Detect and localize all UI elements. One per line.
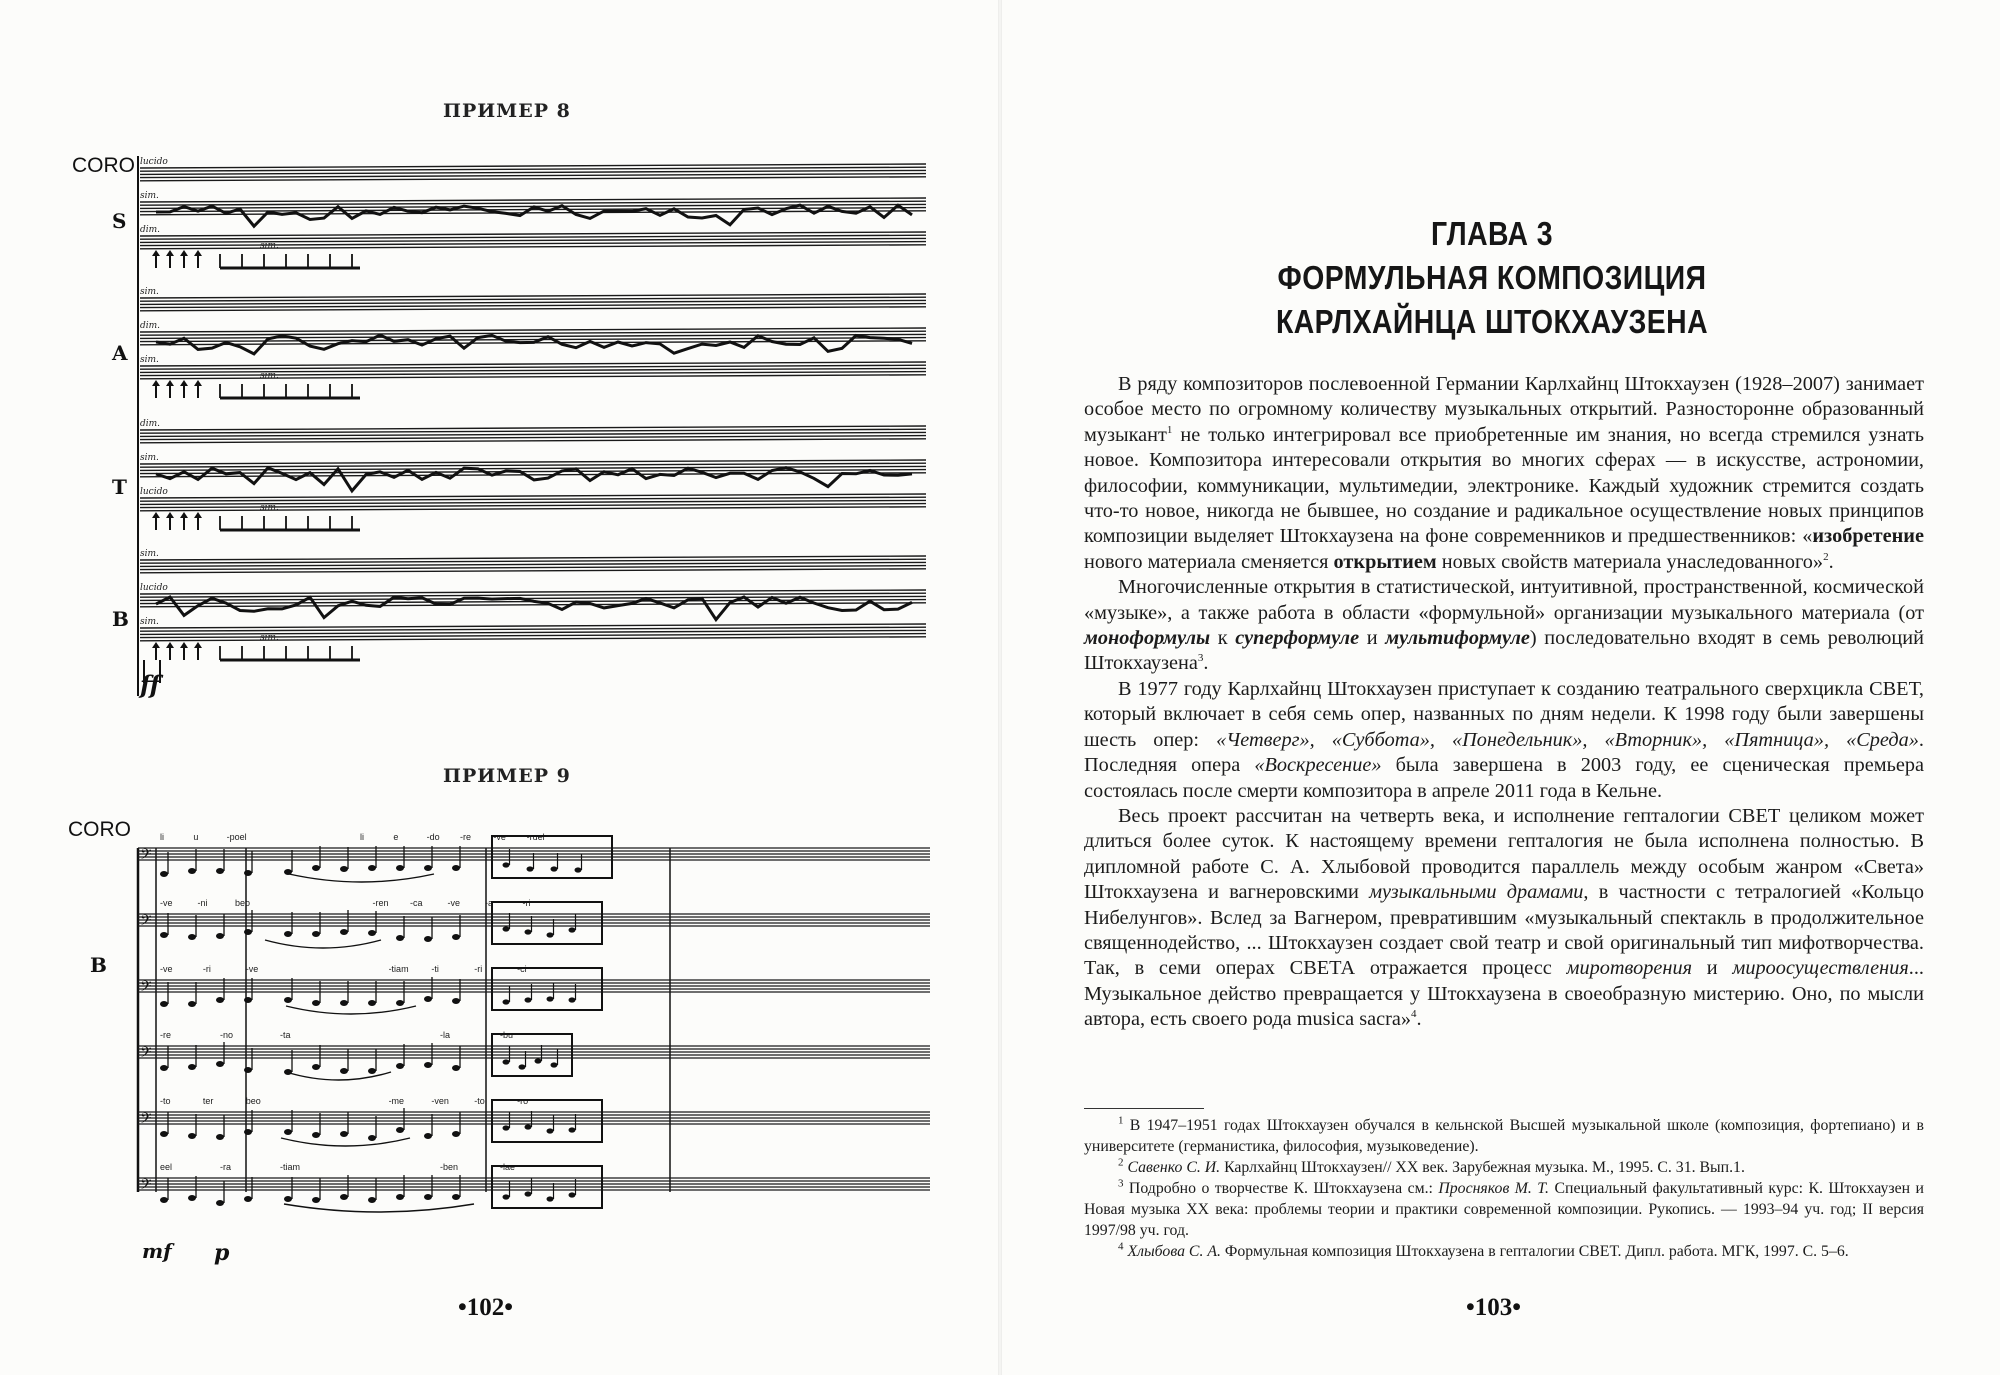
text-run: новых свойств материала унаследованного» xyxy=(1436,550,1824,573)
lyric-syllable: -ve xyxy=(493,832,506,842)
text-run: . Последняя опера xyxy=(1084,728,1924,777)
tempo-mark: dim. xyxy=(140,225,161,235)
lyric-syllable: -to xyxy=(160,1096,171,1106)
italic-term: мироосуществления xyxy=(1732,957,1909,980)
note-head xyxy=(525,1191,532,1196)
note-head xyxy=(216,933,224,939)
note-head xyxy=(452,934,460,940)
chapter-title-line-2: КАРЛХАЙНЦА ШТОКХАУЗЕНА xyxy=(1275,303,1708,340)
attack-arrow xyxy=(194,512,202,518)
note-head xyxy=(340,929,348,935)
chapter-body-text xyxy=(1084,372,1924,1033)
italic-term: миротворения xyxy=(1566,957,1693,980)
note-head xyxy=(396,865,404,871)
lyric-syllable: -ve xyxy=(160,964,173,974)
note-head xyxy=(160,1065,168,1071)
footnote-text: Карлхайнц Штокхаузен// XX век. Зарубежная музыка. М., 1995. С. 31. Вып.1. xyxy=(1220,1159,1745,1176)
text-run: была завершена в 2003 году, ее сценическая премьера состоялась после смерти композитора в апреле 2011 года в Кельне. xyxy=(1084,754,1924,802)
text-run: ... Музыкальное действо превращается у Штокхаузена в своеобразную мистерию. Оно, по мысли автора, есть своего рода musica sacra» xyxy=(1084,957,1924,1031)
attack-arrow xyxy=(166,250,174,256)
note-head xyxy=(244,1196,252,1202)
footnote-text: Формульная композиция Штокхаузена в гепталогии СВЕТ. Дипл. работа. МГК, 1997. С. 5–6. xyxy=(1220,1243,1849,1260)
attack-arrow xyxy=(180,250,188,256)
example-8-notation xyxy=(60,148,940,718)
lyric-syllable: -ve xyxy=(160,898,173,908)
note-head xyxy=(396,1194,404,1200)
voice-label: A xyxy=(112,341,128,365)
footnotes xyxy=(1084,1115,1924,1262)
example-8-title: ПРИМЕР 8 xyxy=(443,100,571,122)
note-head xyxy=(312,1197,320,1203)
lyric-syllable: eel xyxy=(160,1162,173,1172)
note-head xyxy=(503,1194,510,1199)
lyric-syllable: -no xyxy=(220,1030,234,1040)
note-head xyxy=(244,870,252,876)
lyric-syllable: li xyxy=(360,832,364,842)
italic-term: музыкальными драмами xyxy=(1369,881,1584,904)
note-head xyxy=(535,1058,542,1063)
attack-arrow xyxy=(166,642,174,648)
note-head xyxy=(188,1195,196,1201)
lyric-syllable: -ra xyxy=(220,1162,231,1172)
tempo-mark: sim. xyxy=(140,453,159,463)
tempo-mark: dim. xyxy=(140,321,161,331)
bold-term: изобретение xyxy=(1812,525,1924,548)
bass-clef-icon: 𝄢 xyxy=(140,912,152,933)
lyric-syllable: -tiam xyxy=(388,964,409,974)
lyric-syllable: li xyxy=(160,832,164,842)
note-head xyxy=(216,868,224,874)
note-head xyxy=(368,865,376,871)
lyric-syllable: beo xyxy=(245,1096,261,1106)
lyric-syllable: -re xyxy=(160,1030,171,1040)
text-run: . xyxy=(1203,652,1209,675)
note-head xyxy=(424,996,432,1002)
text-run: . xyxy=(1828,550,1834,573)
note-head xyxy=(160,1001,168,1007)
note-head xyxy=(519,1064,526,1069)
footnote-ref-3: 3 xyxy=(1197,652,1204,665)
expression-mark: sim. xyxy=(260,633,279,643)
text-run: Многочисленные открытия в статистической, интуитивной, пространственной, космической «музыке», а также работа в области «формульной» организации музыкального материала (от xyxy=(1084,576,1924,624)
voice-label: S xyxy=(112,209,127,233)
text-run: не только интегрировал все приобретенные им знания, но всегда стремился узнать новое. Композитора интересовали открытия во многих сферах — в искусстве, астрономии, философии, коммуникации, мультимедии, электронике. Каждый художник стремится создать что-то новое, никогда не бывшее, но создание и радикальное осуществление новых принципов композиции выделяет Штокхаузена на фоне современников и предшественников: « xyxy=(1084,423,1924,548)
note-head xyxy=(160,1131,168,1137)
note-head xyxy=(188,1001,196,1007)
note-head xyxy=(216,1061,224,1067)
paragraph-2 xyxy=(1084,575,1924,677)
slur xyxy=(284,1204,474,1212)
lyric-syllable: u xyxy=(193,832,199,842)
coro-label: CORO xyxy=(72,154,135,177)
lyric-syllable: -poel xyxy=(226,832,247,842)
lyric-syllable: -tiam xyxy=(280,1162,300,1172)
tempo-mark: sim. xyxy=(140,617,159,627)
attack-arrow xyxy=(152,512,160,518)
footnote-1 xyxy=(1084,1115,1924,1157)
lyric-syllable: -ti xyxy=(431,964,439,974)
lyric-syllable: -la xyxy=(440,1030,451,1040)
text-run: В ряду композиторов послевоенной Германии Карлхайнц Штокхаузен (1928–2007) занимает особое место по огромному количеству музыкальных открытий. Разносторонне образованный музыкант xyxy=(1084,373,1924,446)
slur xyxy=(289,874,434,882)
note-head xyxy=(547,1196,554,1201)
note-head xyxy=(188,1133,196,1139)
attack-arrow xyxy=(152,380,160,386)
lyric-syllable: -ro xyxy=(517,1096,529,1106)
note-head xyxy=(188,868,196,874)
lyric-syllable: -a xyxy=(485,898,494,908)
footnote-number: 1 xyxy=(1118,1114,1124,1127)
note-head xyxy=(424,1194,432,1200)
footnote-ref-2: 2 xyxy=(1823,551,1829,564)
footnote-divider xyxy=(1084,1108,1204,1109)
dynamic-mark: ff xyxy=(140,670,160,699)
lyric-syllable: -ri xyxy=(474,964,483,974)
note-head xyxy=(312,1132,320,1138)
text-run: . xyxy=(1416,1008,1422,1031)
slur xyxy=(265,940,381,948)
attack-arrow xyxy=(194,380,202,386)
dynamic-mark: mf xyxy=(142,1239,172,1263)
note-head xyxy=(396,1000,404,1006)
italic-term: «Четверг», «Суббота», «Понедельник», «Вторник», «Пятница», «Среда» xyxy=(1216,728,1919,751)
text-run: нового материала сменяется xyxy=(1084,550,1334,573)
footnote-author: Савенко С. И. xyxy=(1123,1159,1221,1176)
chapter-number: ГЛАВА 3 xyxy=(1430,215,1554,252)
note-head xyxy=(551,866,558,871)
tempo-mark: dim. xyxy=(140,419,161,429)
note-head xyxy=(569,927,576,932)
note-head xyxy=(569,1127,576,1132)
lyric-syllable: -ni xyxy=(197,898,208,908)
note-head xyxy=(244,1067,252,1073)
text-run: Весь проект рассчитан на четверть века, и исполнение гепталогии СВЕТ целиком может длиться более суток. К настоящему времени гепталогия не была исполнена полностью. В дипломной работе С. А. Хлыбовой проводится параллель между особым жанром «Света» Штокхаузена и вагнеровскими xyxy=(1084,804,1924,904)
note-head xyxy=(424,936,432,942)
note-head xyxy=(340,1194,348,1200)
attack-arrow xyxy=(152,642,160,648)
footnote-number: 2 xyxy=(1118,1156,1124,1169)
note-head xyxy=(340,866,348,872)
expression-mark: sim. xyxy=(260,371,279,381)
note-head xyxy=(216,997,224,1003)
note-head xyxy=(160,871,168,877)
footnote-text: Подробно о творчестве К. Штокхаузена см.: xyxy=(1123,1180,1439,1197)
example-9-title: ПРИМЕР 9 xyxy=(443,765,571,787)
note-head xyxy=(188,1064,196,1070)
tempo-mark: sim. xyxy=(140,355,159,365)
lyric-syllable: -ca xyxy=(410,898,423,908)
bold-italic-term: суперформуле xyxy=(1235,627,1360,650)
slur xyxy=(281,1138,410,1146)
note-head xyxy=(312,1000,320,1006)
attack-arrow xyxy=(166,380,174,386)
note-head xyxy=(452,1131,460,1137)
expression-mark: sim. xyxy=(260,503,279,513)
note-head xyxy=(547,932,554,937)
note-head xyxy=(551,1062,558,1067)
page-number-right: •103• xyxy=(1466,1294,1522,1321)
note-head xyxy=(284,997,292,1003)
lyric-syllable: -ta xyxy=(280,1030,291,1040)
tempo-mark: sim. xyxy=(140,287,159,297)
note-head xyxy=(547,1128,554,1133)
example-9-notation xyxy=(60,812,940,1272)
chapter-title-line-1: ФОРМУЛЬНАЯ КОМПОЗИЦИЯ xyxy=(1277,259,1707,296)
text-run: и xyxy=(1692,957,1733,980)
note-head xyxy=(503,1125,510,1130)
note-head xyxy=(525,929,532,934)
note-head xyxy=(312,931,320,937)
note-head xyxy=(244,997,252,1003)
attack-arrow xyxy=(166,512,174,518)
attack-arrow xyxy=(194,642,202,648)
lyric-syllable: beo xyxy=(235,898,251,908)
footnote-text: В 1947–1951 годах Штокхаузен обучался в кельнской Высшей музыкальной школе (композиция, фортепиано) и в университете (германистика, философия, музыковедение). xyxy=(1084,1117,1924,1155)
note-head xyxy=(340,1131,348,1137)
bold-term: открытием xyxy=(1333,550,1437,573)
note-head xyxy=(368,1068,376,1074)
note-head xyxy=(503,1059,510,1064)
bass-clef-icon: 𝄢 xyxy=(140,1176,152,1197)
note-head xyxy=(368,930,376,936)
paragraph-4 xyxy=(1084,804,1924,1033)
note-head xyxy=(452,998,460,1004)
note-head xyxy=(368,1197,376,1203)
note-head xyxy=(284,1196,292,1202)
lyric-syllable: -re xyxy=(460,832,471,842)
attack-arrow xyxy=(194,250,202,256)
attack-arrow xyxy=(180,512,188,518)
page-number-left: •102• xyxy=(458,1294,514,1321)
note-head xyxy=(396,935,404,941)
footnote-4 xyxy=(1084,1241,1924,1262)
note-head xyxy=(160,932,168,938)
note-head xyxy=(216,1200,224,1206)
text-run: к xyxy=(1210,627,1236,650)
note-head xyxy=(527,866,534,871)
bold-italic-term: мультиформуле xyxy=(1385,627,1530,650)
note-head xyxy=(244,929,252,935)
note-head xyxy=(503,926,510,931)
note-head xyxy=(452,865,460,871)
note-head xyxy=(284,931,292,937)
lyric-syllable: -ri xyxy=(202,964,211,974)
voice-label: B xyxy=(112,607,129,631)
tempo-mark: lucido xyxy=(140,583,168,593)
lyric-syllable: ter xyxy=(202,1096,214,1106)
example-9-score xyxy=(60,812,940,1272)
note-head xyxy=(569,997,576,1002)
note-head xyxy=(547,996,554,1001)
note-head xyxy=(503,999,510,1004)
text-run: ) последовательно входят в семь революций Штокхаузена xyxy=(1084,627,1924,675)
footnote-2 xyxy=(1084,1157,1924,1178)
note-head xyxy=(188,934,196,940)
bass-clef-icon: 𝄢 xyxy=(140,1110,152,1131)
lyric-syllable: e xyxy=(393,832,399,842)
coro-label: CORO xyxy=(68,818,131,841)
note-head xyxy=(424,1062,432,1068)
lyric-syllable: -ven xyxy=(431,1096,449,1106)
note-head xyxy=(525,997,532,1002)
lyric-syllable: -lae xyxy=(500,1162,516,1172)
italic-term: «Воскресение» xyxy=(1254,754,1382,777)
footnote-ref-4: 4 xyxy=(1411,1008,1417,1021)
bass-clef-icon: 𝄢 xyxy=(140,978,152,999)
attack-arrow xyxy=(180,642,188,648)
note-head xyxy=(396,1127,404,1133)
lyric-syllable: -ben xyxy=(440,1162,459,1172)
chapter-heading xyxy=(1002,212,1982,344)
note-head xyxy=(452,1065,460,1071)
footnote-author: Хлыбова С. А. xyxy=(1123,1243,1221,1260)
bass-clef-icon: 𝄢 xyxy=(140,1044,152,1065)
note-head xyxy=(312,865,320,871)
tempo-mark: lucido xyxy=(140,157,168,167)
lyric-syllable: -ri xyxy=(522,898,531,908)
note-head xyxy=(525,1124,532,1129)
text-run: , в частности с тетралогией «Кольцо Нибелунгов». Вслед за Вагнером, превратившим «музыкальный спектакль в продолжительное священнодейство, ... Штокхаузен создает свой театр и свой оригинальный тип мифотворчества. Так, в семи операх СВЕТА отражается процесс xyxy=(1084,881,1924,980)
note-head xyxy=(312,1064,320,1070)
lyric-syllable: -ci xyxy=(517,964,527,974)
voice-label: B xyxy=(90,953,107,977)
attack-arrow xyxy=(152,250,160,256)
footnote-text: Специальный факультативный курс: К. Штокхаузен и Новая музыка XX века: проблемы теории и практики современной композиции. Рукопись. — 1993–94 уч. год; II версия 1997/98 уч. год. xyxy=(1084,1180,1924,1239)
attack-arrow xyxy=(180,380,188,386)
note-head xyxy=(284,1129,292,1135)
paragraph-1 xyxy=(1084,372,1924,575)
note-head xyxy=(424,1133,432,1139)
bass-clef-icon: 𝄢 xyxy=(140,846,152,867)
text-run: и xyxy=(1359,627,1386,650)
note-head xyxy=(244,1129,252,1135)
voice-label: T xyxy=(112,475,127,499)
note-head xyxy=(396,1063,404,1069)
note-head xyxy=(452,1194,460,1200)
note-head xyxy=(340,1000,348,1006)
expression-mark: sim. xyxy=(260,241,279,251)
note-head xyxy=(340,1068,348,1074)
lyric-syllable: -me xyxy=(388,1096,405,1106)
footnote-author: Просняков М. Т. xyxy=(1438,1180,1550,1197)
note-head xyxy=(503,862,510,867)
note-head xyxy=(424,865,432,871)
right-page xyxy=(1002,0,2000,1375)
slur xyxy=(286,1072,391,1080)
left-page xyxy=(0,0,998,1375)
lyric-syllable: -do xyxy=(426,832,440,842)
lyric-syllable: -ruel xyxy=(526,832,545,842)
note-head xyxy=(160,1197,168,1203)
tempo-mark: sim. xyxy=(140,549,159,559)
example-8-score xyxy=(60,148,940,718)
slur xyxy=(286,1006,416,1014)
lyric-syllable: -ve xyxy=(245,964,259,974)
lyric-syllable: -bu xyxy=(500,1030,514,1040)
note-head xyxy=(368,1000,376,1006)
lyric-syllable: -ren xyxy=(372,898,389,908)
note-head xyxy=(575,867,582,872)
footnote-ref-1: 1 xyxy=(1166,424,1173,437)
tempo-mark: lucido xyxy=(140,487,168,497)
lyric-syllable: -ve xyxy=(447,898,461,908)
paragraph-3 xyxy=(1084,677,1924,804)
note-head xyxy=(569,1192,576,1197)
note-head xyxy=(368,1135,376,1141)
tempo-mark: sim. xyxy=(140,191,159,201)
bold-italic-term: монoформулы xyxy=(1084,627,1211,650)
lyric-syllable: -to xyxy=(474,1096,485,1106)
footnote-number: 4 xyxy=(1118,1240,1124,1253)
note-head xyxy=(216,1134,224,1140)
footnote-number: 3 xyxy=(1118,1177,1124,1190)
footnote-3 xyxy=(1084,1178,1924,1241)
dynamic-mark: p xyxy=(214,1240,230,1266)
text-run: В 1977 году Карлхайнц Штокхаузен приступает к созданию театрального сверхцикла СВЕТ, который включает в себя семь опер, названных по дням недели. К 1998 году были завершены шесть опер: xyxy=(1084,677,1924,751)
